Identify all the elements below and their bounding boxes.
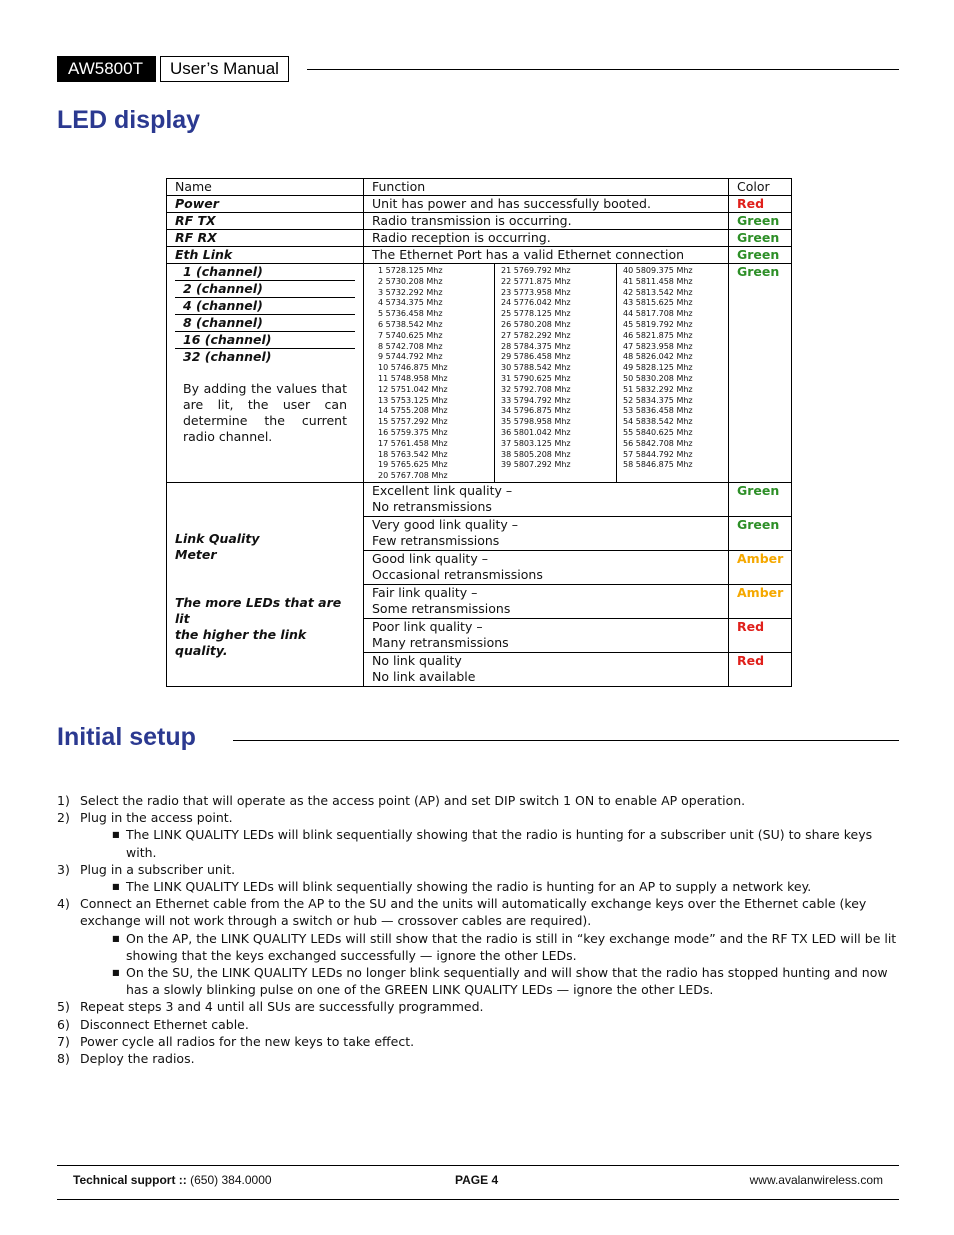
setup-step bbox=[57, 998, 899, 1015]
model-label: AW5800T bbox=[57, 56, 156, 82]
frequency-entry: 36 5801.042 Mhz bbox=[501, 427, 571, 437]
led-function: Unit has power and has successfully booted. bbox=[364, 196, 729, 213]
header-function: Function bbox=[364, 179, 729, 196]
frequency-entry: 3 5732.292 Mhz bbox=[378, 287, 443, 297]
link-quality-note: The more LEDs that are lit bbox=[175, 595, 342, 626]
step-number: 5) bbox=[57, 999, 70, 1015]
frequency-entry: 35 5798.958 Mhz bbox=[501, 417, 571, 427]
frequency-entry: 16 5759.375 Mhz bbox=[378, 427, 448, 437]
led-name: Eth Link bbox=[167, 247, 364, 264]
table-row bbox=[167, 196, 792, 213]
lq-line: Excellent link quality – bbox=[372, 483, 513, 498]
led-color: Green bbox=[729, 247, 792, 264]
support-phone: (650) 384.0000 bbox=[190, 1173, 272, 1187]
support-label: Technical support :: bbox=[73, 1173, 187, 1187]
frequency-entry: 18 5763.542 Mhz bbox=[378, 449, 448, 459]
step-text: Deploy the radios. bbox=[80, 1051, 195, 1067]
frequency-entry: 56 5842.708 Mhz bbox=[623, 438, 693, 448]
table-row bbox=[167, 230, 792, 247]
website-link[interactable]: www.avalanwireless.com bbox=[749, 1173, 883, 1187]
led-function: The Ethernet Port has a valid Ethernet connection bbox=[364, 247, 729, 264]
lq-function bbox=[364, 585, 729, 619]
frequency-column-2 bbox=[495, 264, 617, 482]
frequency-entry: 12 5751.042 Mhz bbox=[378, 384, 448, 394]
step-number: 8) bbox=[57, 1051, 70, 1067]
channel-name: 8 (channel) bbox=[175, 315, 355, 332]
step-text: Connect an Ethernet cable from the AP to the SU and the units will automatically exchange keys over the Ethernet cable (key exchange will not work through a switch or hub — crossover cables are required). bbox=[80, 896, 867, 929]
lq-line: No link available bbox=[372, 669, 476, 684]
frequency-entry: 19 5765.625 Mhz bbox=[378, 460, 448, 470]
led-name: Power bbox=[167, 196, 364, 213]
header-name: Name bbox=[167, 179, 364, 196]
frequency-entry: 58 5846.875 Mhz bbox=[623, 460, 693, 470]
step-text: Plug in the access point. bbox=[80, 810, 233, 826]
step-bullet bbox=[57, 826, 899, 860]
frequency-entry: 7 5740.625 Mhz bbox=[378, 330, 443, 340]
frequency-entry: 45 5819.792 Mhz bbox=[623, 319, 693, 329]
link-quality-note: the higher the link quality. bbox=[175, 627, 307, 658]
frequency-entry: 1 5728.125 Mhz bbox=[378, 266, 443, 275]
manual-title: User’s Manual bbox=[160, 56, 289, 82]
link-quality-label: Meter bbox=[175, 547, 217, 562]
step-text: Plug in a subscriber unit. bbox=[80, 861, 236, 877]
lq-color: Red bbox=[729, 619, 792, 653]
channel-color: Green bbox=[729, 264, 792, 483]
step-bullet bbox=[57, 964, 899, 998]
channel-description: By adding the values that are lit, the user can determine the current radio channel. bbox=[183, 381, 347, 444]
lq-line: No link quality bbox=[372, 653, 462, 668]
frequency-entry: 30 5788.542 Mhz bbox=[501, 363, 571, 373]
frequency-entry: 9 5744.792 Mhz bbox=[378, 352, 443, 362]
frequency-entry: 20 5767.708 Mhz bbox=[378, 471, 448, 481]
setup-step bbox=[57, 792, 899, 809]
frequency-entry: 33 5794.792 Mhz bbox=[501, 395, 571, 405]
lq-line: Poor link quality – bbox=[372, 619, 483, 634]
lq-line: Very good link quality – bbox=[372, 517, 518, 532]
frequency-entry: 24 5776.042 Mhz bbox=[501, 298, 571, 308]
frequency-entry: 22 5771.875 Mhz bbox=[501, 276, 571, 286]
frequency-entry: 34 5796.875 Mhz bbox=[501, 406, 571, 416]
lq-line: Many retransmissions bbox=[372, 635, 509, 650]
frequency-entry: 49 5828.125 Mhz bbox=[623, 363, 693, 373]
frequency-entry: 23 5773.958 Mhz bbox=[501, 287, 571, 297]
frequency-entry: 52 5834.375 Mhz bbox=[623, 395, 693, 405]
step-number: 6) bbox=[57, 1016, 70, 1032]
channel-name: 16 (channel) bbox=[175, 332, 355, 349]
frequency-entry: 40 5809.375 Mhz bbox=[623, 266, 693, 275]
section-rule bbox=[233, 740, 899, 741]
bullet-text: The LINK QUALITY LEDs will blink sequentially showing the radio is hunting for an AP to supply a network key. bbox=[126, 879, 812, 895]
square-bullet-icon: ■ bbox=[112, 882, 120, 892]
bullet-text: On the SU, the LINK QUALITY LEDs no longer blink sequentially and will show that the radio has stopped hunting and now has a slowly blinking pulse on one of the GREEN LINK QUALITY LEDs — ignore the other LEDs. bbox=[126, 965, 888, 998]
setup-step bbox=[57, 1016, 899, 1033]
frequency-entry: 47 5823.958 Mhz bbox=[623, 341, 693, 351]
frequency-entry: 28 5784.375 Mhz bbox=[501, 341, 571, 351]
channel-names bbox=[167, 264, 364, 483]
frequency-entry: 27 5782.292 Mhz bbox=[501, 330, 571, 340]
led-display-title: LED display bbox=[57, 106, 201, 134]
frequency-entry: 48 5826.042 Mhz bbox=[623, 352, 693, 362]
frequency-column-1 bbox=[372, 264, 495, 482]
frequency-entry: 43 5815.625 Mhz bbox=[623, 298, 693, 308]
channel-name: 32 (channel) bbox=[183, 349, 272, 364]
lq-color: Green bbox=[729, 483, 792, 517]
frequency-entry: 26 5780.208 Mhz bbox=[501, 319, 571, 329]
led-function: Radio transmission is occurring. bbox=[364, 213, 729, 230]
table-row bbox=[167, 247, 792, 264]
frequency-list bbox=[364, 264, 729, 483]
lq-line: Few retransmissions bbox=[372, 533, 500, 548]
step-number: 2) bbox=[57, 810, 70, 826]
frequency-entry: 15 5757.292 Mhz bbox=[378, 417, 448, 427]
frequency-entry: 2 5730.208 Mhz bbox=[378, 276, 443, 286]
square-bullet-icon: ■ bbox=[112, 968, 120, 978]
frequency-entry: 46 5821.875 Mhz bbox=[623, 330, 693, 340]
led-color: Green bbox=[729, 213, 792, 230]
link-quality-row bbox=[167, 483, 792, 517]
step-text: Repeat steps 3 and 4 until all SUs are successfully programmed. bbox=[80, 999, 484, 1015]
frequency-entry: 54 5838.542 Mhz bbox=[623, 417, 693, 427]
frequency-entry: 4 5734.375 Mhz bbox=[378, 298, 443, 308]
header-color: Color bbox=[729, 179, 792, 196]
step-text: Power cycle all radios for the new keys to take effect. bbox=[80, 1033, 415, 1049]
channel-name: 4 (channel) bbox=[175, 298, 355, 315]
frequency-entry: 25 5778.125 Mhz bbox=[501, 309, 571, 319]
step-bullet bbox=[57, 930, 899, 964]
frequency-entry: 6 5738.542 Mhz bbox=[378, 319, 443, 329]
link-quality-label: Link Quality bbox=[175, 531, 260, 546]
lq-function bbox=[364, 483, 729, 517]
table-header-row bbox=[167, 179, 792, 196]
led-table bbox=[166, 178, 792, 687]
frequency-entry: 13 5753.125 Mhz bbox=[378, 395, 448, 405]
footer-rule-top bbox=[57, 1165, 899, 1166]
header-rule bbox=[307, 69, 899, 70]
frequency-entry: 53 5836.458 Mhz bbox=[623, 406, 693, 416]
lq-function bbox=[364, 517, 729, 551]
channel-row bbox=[167, 264, 792, 483]
frequency-entry: 42 5813.542 Mhz bbox=[623, 287, 693, 297]
lq-function bbox=[364, 551, 729, 585]
frequency-entry: 32 5792.708 Mhz bbox=[501, 384, 571, 394]
bullet-text: On the AP, the LINK QUALITY LEDs will still show that the radio is still in “key exchange mode” and the RF TX LED will be lit showing that the keys exchanged successfully — ignore the other LEDs. bbox=[126, 930, 897, 963]
frequency-entry: 11 5748.958 Mhz bbox=[378, 373, 448, 383]
table-row bbox=[167, 213, 792, 230]
lq-line: No retransmissions bbox=[372, 499, 492, 514]
square-bullet-icon: ■ bbox=[112, 933, 120, 943]
channel-name: 1 (channel) bbox=[175, 264, 355, 281]
lq-color: Green bbox=[729, 517, 792, 551]
lq-color: Amber bbox=[729, 585, 792, 619]
page-header bbox=[57, 56, 289, 82]
led-name: RF TX bbox=[167, 213, 364, 230]
frequency-entry: 5 5736.458 Mhz bbox=[378, 309, 443, 319]
setup-step bbox=[57, 1033, 899, 1050]
setup-step bbox=[57, 895, 899, 929]
setup-step bbox=[57, 861, 899, 878]
link-quality-name bbox=[167, 483, 364, 687]
led-color: Green bbox=[729, 230, 792, 247]
setup-steps bbox=[57, 792, 899, 1067]
frequency-entry: 41 5811.458 Mhz bbox=[623, 276, 693, 286]
step-bullet bbox=[57, 878, 899, 895]
step-number: 1) bbox=[57, 793, 70, 808]
channel-name: 2 (channel) bbox=[175, 281, 355, 298]
page-number: PAGE 4 bbox=[455, 1173, 499, 1187]
frequency-entry: 14 5755.208 Mhz bbox=[378, 406, 448, 416]
frequency-entry: 55 5840.625 Mhz bbox=[623, 427, 693, 437]
setup-step bbox=[57, 809, 899, 826]
frequency-entry: 44 5817.708 Mhz bbox=[623, 309, 693, 319]
step-number: 3) bbox=[57, 861, 70, 877]
step-number: 4) bbox=[57, 896, 70, 912]
setup-step bbox=[57, 1050, 899, 1067]
lq-line: Fair link quality – bbox=[372, 585, 478, 600]
frequency-entry: 17 5761.458 Mhz bbox=[378, 438, 448, 448]
frequency-entry: 8 5742.708 Mhz bbox=[378, 341, 443, 351]
frequency-entry: 10 5746.875 Mhz bbox=[378, 363, 448, 373]
lq-line: Good link quality – bbox=[372, 551, 488, 566]
frequency-column-3 bbox=[617, 264, 720, 482]
frequency-entry: 29 5786.458 Mhz bbox=[501, 352, 571, 362]
frequency-entry: 57 5844.792 Mhz bbox=[623, 449, 693, 459]
step-text: Disconnect Ethernet cable. bbox=[80, 1016, 249, 1032]
led-name: RF RX bbox=[167, 230, 364, 247]
frequency-entry: 50 5830.208 Mhz bbox=[623, 373, 693, 383]
lq-function bbox=[364, 653, 729, 687]
frequency-entry: 37 5803.125 Mhz bbox=[501, 438, 571, 448]
lq-line: Occasional retransmissions bbox=[372, 567, 543, 582]
frequency-entry: 38 5805.208 Mhz bbox=[501, 449, 571, 459]
led-color: Red bbox=[729, 196, 792, 213]
step-text: Select the radio that will operate as the access point (AP) and set DIP switch 1 ON to enable AP operation. bbox=[80, 793, 746, 808]
lq-function bbox=[364, 619, 729, 653]
footer-rule-bottom bbox=[57, 1199, 899, 1200]
frequency-entry: 21 5769.792 Mhz bbox=[501, 266, 571, 275]
bullet-text: The LINK QUALITY LEDs will blink sequentially showing that the radio is hunting for a subscriber unit (SU) to share keys with. bbox=[126, 827, 873, 860]
lq-color: Red bbox=[729, 653, 792, 687]
initial-setup-title: Initial setup bbox=[57, 723, 196, 751]
step-number: 7) bbox=[57, 1033, 70, 1049]
lq-line: Some retransmissions bbox=[372, 601, 511, 616]
frequency-entry: 51 5832.292 Mhz bbox=[623, 384, 693, 394]
square-bullet-icon: ■ bbox=[112, 830, 120, 840]
lq-color: Amber bbox=[729, 551, 792, 585]
footer-support bbox=[73, 1173, 272, 1187]
led-function: Radio reception is occurring. bbox=[364, 230, 729, 247]
frequency-entry: 39 5807.292 Mhz bbox=[501, 460, 571, 470]
frequency-entry: 31 5790.625 Mhz bbox=[501, 373, 571, 383]
